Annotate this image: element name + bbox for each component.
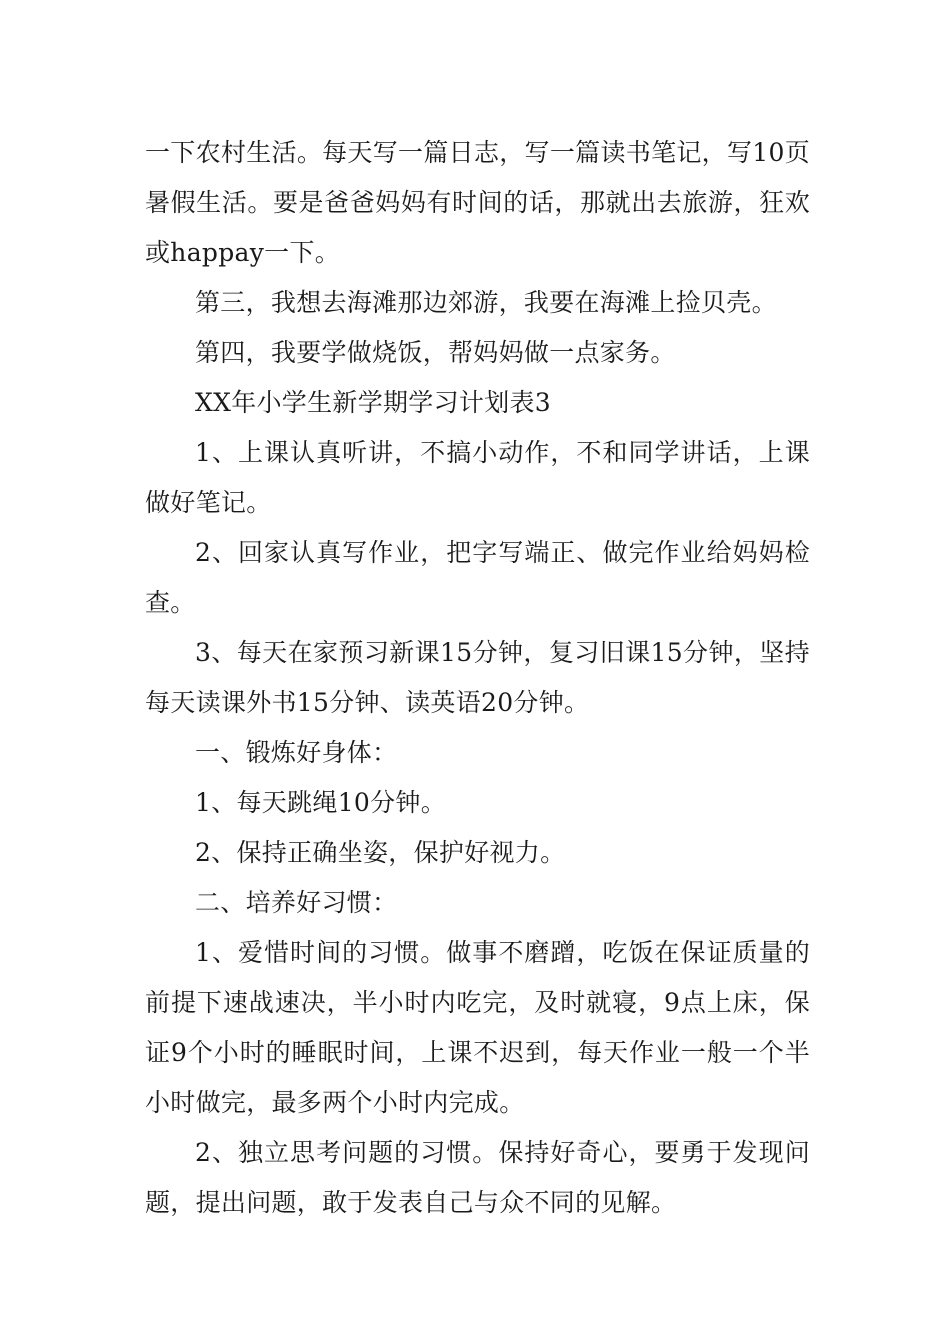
subheading-exercise: 一、锻炼好身体： xyxy=(195,738,398,767)
habit-item-2: 2、独立思考问题的习惯。保持好奇心，要勇于发现问题，提出问题，敢于发表自己与众不同的见解。 xyxy=(145,1138,810,1217)
exercise-item-2: 2、保持正确坐姿，保护好视力。 xyxy=(195,838,566,867)
document-body xyxy=(145,128,810,1228)
paragraph-fourth-plan: 第四，我要学做烧饭，帮妈妈做一点家务。 xyxy=(195,338,676,367)
paragraph-item-2: 2、回家认真写作业，把字写端正、做完作业给妈妈检查。 xyxy=(145,538,810,617)
subheading-habits: 二、培养好习惯： xyxy=(195,888,398,917)
paragraph-item-3: 3、每天在家预习新课15分钟，复习旧课15分钟，坚持每天读课外书15分钟、读英语20分钟。 xyxy=(145,638,810,717)
paragraph-item-1: 1、上课认真听讲，不搞小动作，不和同学讲话，上课做好笔记。 xyxy=(145,438,810,517)
exercise-item-1: 1、每天跳绳10分钟。 xyxy=(195,788,447,817)
paragraph-third-plan: 第三，我想去海滩那边郊游，我要在海滩上捡贝壳。 xyxy=(195,288,777,317)
paragraph-continuation: 一下农村生活。每天写一篇日志，写一篇读书笔记，写10页暑假生活。要是爸爸妈妈有时间的话，那就出去旅游，狂欢或happay一下。 xyxy=(145,138,810,267)
section-heading: XX年小学生新学期学习计划表3 xyxy=(195,388,552,417)
habit-item-1: 1、爱惜时间的习惯。做事不磨蹭，吃饭在保证质量的前提下速战速决，半小时内吃完，及时就寝，9点上床，保证9个小时的睡眠时间，上课不迟到，每天作业一般一个半小时做完，最多两个小时内完成。 xyxy=(145,938,810,1117)
